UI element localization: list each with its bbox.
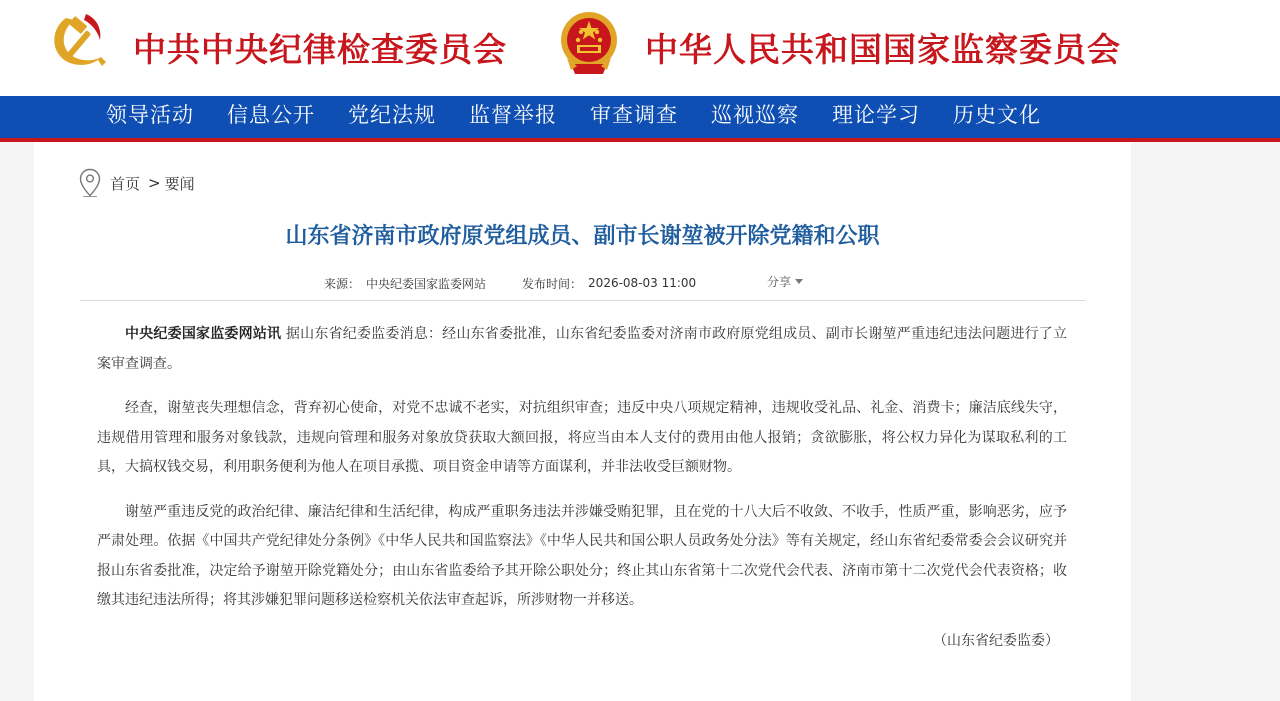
share-dropdown[interactable] — [767, 273, 803, 290]
article-signoff: （山东省纪委监委） — [933, 633, 1059, 649]
article-body — [97, 320, 1067, 631]
cpc-ccdi-title[interactable]: 中共中央纪律检查委员会 — [133, 30, 507, 69]
article-paragraph — [97, 320, 1067, 379]
publish-time-value: 2026-08-03 11:00 — [588, 276, 697, 290]
nav-item-investigation[interactable]: 审查调查 — [590, 103, 678, 127]
nav-item-theory[interactable]: 理论学习 — [832, 103, 920, 127]
paragraph-1-text: 据山东省纪委监委消息：经山东省委批准，山东省纪委监委对济南市政府原党组成员、副市长谢堃严重违纪违法问题进行了立案审查调查。 — [97, 326, 1068, 372]
title-divider — [80, 300, 1086, 301]
nav-list — [106, 96, 1074, 138]
nav-item-disclosure[interactable]: 信息公开 — [227, 103, 315, 127]
article-container — [34, 142, 1131, 701]
source-label: 来源： — [324, 276, 361, 291]
breadcrumb-current-link[interactable]: 要闻 — [164, 174, 195, 193]
main-nav — [0, 96, 1280, 142]
nav-item-leadership[interactable]: 领导活动 — [106, 103, 194, 127]
article-meta — [324, 274, 702, 292]
article-title: 山东省济南市政府原党组成员、副市长谢堃被开除党籍和公职 — [285, 224, 880, 249]
nsc-title[interactable]: 中华人民共和国国家监察委员会 — [645, 30, 1121, 69]
site-header — [0, 0, 1280, 96]
article-paragraph: 谢堃严重违反党的政治纪律、廉洁纪律和生活纪律，构成严重职务违法并涉嫌受贿犯罪，且在党的十八大后不收敛、不收手，性质严重，影响恶劣，应予严肃处理。依据《中国共产党纪律处分条例》《中华人民共和国监察法》《中华人民共和国公职人员政务处分法》等有关规定，经山东省纪委常委会会议研究并报山东省委批准，决定给予谢堃开除党籍处分；由山东省监委给予其开除公职处分；终止其山东省第十二次党代会代表、济南市第十二次党代会代表资格；收缴其违纪违法所得；将其涉嫌犯罪问题移送检察机关依法审查起诉，所涉财物一并移送。 — [97, 503, 1067, 608]
share-label[interactable]: 分享 — [767, 275, 792, 289]
location-pin-icon — [79, 168, 101, 198]
article-paragraph: 经查，谢堃丧失理想信念，背弃初心使命，对党不忠诚不老实，对抗组织审查；违反中央八项规定精神，违规收受礼品、礼金、消费卡；廉洁底线失守，违规借用管理和服务对象钱款，违规向管理和服务对象放贷获取大额回报，将应当由本人支付的费用由他人报销；贪欲膨胀，将公权力异化为谋取私利的工具，大搞权钱交易，利用职务便利为他人在项目承揽、项目资金申请等方面谋利，并非法收受巨额财物。 — [97, 400, 1067, 475]
source-value: 中央纪委国家监委网站 — [366, 276, 487, 291]
caret-down-icon[interactable] — [795, 279, 803, 284]
breadcrumb-home-link[interactable]: 首页 — [110, 174, 141, 193]
publish-time-label: 发布时间： — [522, 276, 583, 291]
national-emblem-icon[interactable] — [557, 10, 621, 78]
breadcrumb — [79, 168, 195, 198]
nav-item-inspection[interactable]: 巡视巡察 — [711, 103, 799, 127]
article-lead: 中央纪委国家监委网站讯 — [125, 326, 282, 342]
nav-item-regulations[interactable]: 党纪法规 — [348, 103, 436, 127]
nav-item-history[interactable]: 历史文化 — [953, 103, 1041, 127]
hammer-sickle-icon[interactable] — [46, 10, 110, 74]
breadcrumb-separator: > — [148, 174, 161, 192]
nav-item-report[interactable]: 监督举报 — [469, 103, 557, 127]
